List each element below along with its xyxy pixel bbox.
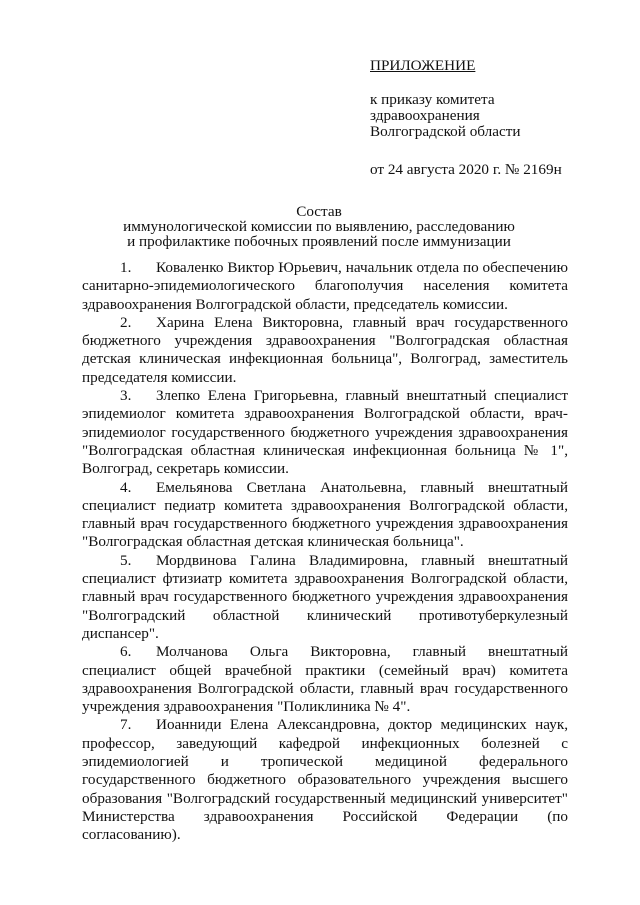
appendix-line-3: Волгоградской области [370, 123, 521, 140]
members-list [82, 259, 568, 845]
item-text: Иоанниди Елена Александровна, доктор медицинских наук, профессор, заведующий кафедрой инфекционных болезней с эпидемиологией и тропической медициной федерального государственного бюджетного образовательного учреждения высшего образования "Волгоградский государственный медицинский университет" Министерства здравоохранения Российской Федерации (по согласованию). [82, 716, 568, 844]
item-number: 5. [120, 551, 132, 569]
item-number: 6. [120, 643, 132, 661]
item-number: 2. [120, 313, 132, 331]
item-number: 3. [120, 387, 132, 405]
list-item [82, 314, 568, 387]
heading-line-2: иммунологической комиссии по выявлению, расследованию [123, 218, 515, 235]
appendix-line-1: к приказу комитета [370, 91, 495, 108]
order-reference: от 24 августа 2020 г. № 2169н [370, 161, 562, 178]
appendix-block [370, 58, 620, 178]
item-text: Молчанова Ольга Викторовна, главный внештатный специалист общей врачебной практики (семейный врач) комитета здравоохранения Волгоградской области, главный врач государственного учреждения здравоохранения "Поликлиника № 4". [82, 643, 568, 716]
list-item [82, 643, 568, 716]
item-text: Коваленко Виктор Юрьевич, начальник отдела по обеспечению санитарно-эпидемиологического благополучия населения комитета здравоохранения Волгоградской области, председатель комиссии. [82, 259, 568, 313]
list-item [82, 259, 568, 314]
list-item [82, 479, 568, 552]
heading-line-1: Состав [296, 203, 342, 220]
item-text: Мордвинова Галина Владимировна, главный внештатный специалист фтизиатр комитета здравоохранения Волгоградской области, главный врач государственного бюджетного учреждения здравоохранения "Волгоградский областной клинический противотуберкулезный диспансер". [82, 551, 568, 642]
item-number: 4. [120, 478, 132, 496]
appendix-line-2: здравоохранения [370, 107, 480, 124]
list-item [82, 387, 568, 478]
appendix-title: ПРИЛОЖЕНИЕ [370, 57, 476, 74]
item-number: 7. [120, 716, 132, 734]
item-number: 1. [120, 259, 132, 276]
heading-line-3: и профилактике побочных проявлений после иммунизации [127, 233, 511, 250]
item-text: Харина Елена Викторовна, главный врач государственного бюджетного учреждения здравоохранения "Волгоградская областная детская клиническая инфекционная больница", Волгоград, заместитель председателя комиссии. [82, 313, 568, 386]
document-heading [70, 204, 568, 249]
list-item [82, 716, 568, 844]
item-text: Злепко Елена Григорьевна, главный внештатный специалист эпидемиолог комитета здравоохранения Волгоградской области, врач-эпидемиолог государственного бюджетного учреждения здравоохранения "Волгоградская областная клиническая инфекционная больница № 1", Волгоград, секретарь комиссии. [82, 387, 568, 478]
list-item [82, 552, 568, 643]
item-text: Емельянова Светлана Анатольевна, главный внештатный специалист педиатр комитета здравоохранения Волгоградской области, главный врач государственного бюджетного учреждения здравоохранения "Волгоградская областная детская клиническая больница". [82, 478, 568, 551]
